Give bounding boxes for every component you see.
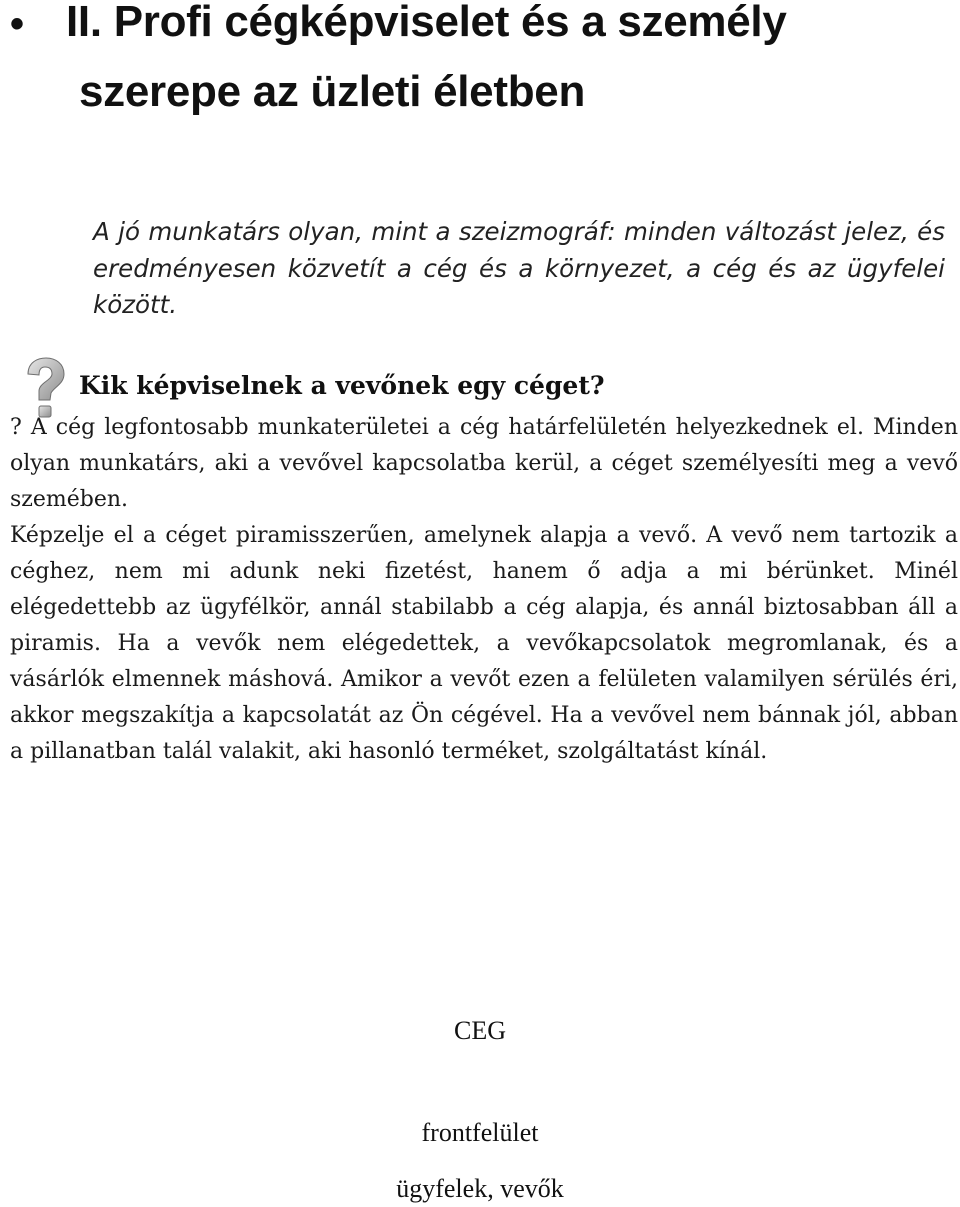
heading-bullet: • [10, 2, 24, 46]
pyramid-top-label: CEG [454, 1016, 506, 1045]
pyramid-middle-label: frontfelület [421, 1118, 539, 1147]
question-subheading: Kik képviselnek a vevőnek egy céget? [79, 371, 605, 400]
heading-line-1: II. Profi cégképviselet és a személy [66, 0, 787, 46]
paragraph-1-lead: ? [10, 415, 22, 440]
intro-quote: A jó munkatárs olyan, mint a szeizmográf: minden változást jelez, és eredményesen közvetít a cég és a környezet, a cég és az ügyfelei között. [93, 217, 945, 319]
paragraph-1 [10, 410, 958, 518]
heading-line-2: szerepe az üzleti életben [79, 67, 586, 116]
body-text [10, 410, 958, 770]
paragraph-1-text: A cég legfontosabb munkaterületei a cég határfelületén helyezkednek el. Minden olyan munkatárs, aki a vevővel kapcsolatba kerül, a céget személyesíti meg a vevő szemében. [10, 415, 958, 512]
paragraph-2: Képzelje el a céget piramisszerűen, amelynek alapja a vevő. A vevő nem tartozik a céghez, nem mi adunk neki fizetést, hanem ő adja a mi bérünket. Minél elégedettebb az ügyfélkör, annál stabilabb a cég alapja, és annál biztosabban áll a piramis. Ha a vevők nem elégedettek, a vevőkapcsolatok megromlanak, és a vásárlók elmennek máshová. Amikor a vevőt ezen a felületen valamilyen sérülés éri, akkor megszakítja a kapcsolatát az Ön cégével. Ha a vevővel nem bánnak jól, abban a pillanatban talál valakit, aki hasonló terméket, szolgáltatást kínál. [10, 523, 958, 764]
pyramid-bottom-label: ügyfelek, vevők [396, 1174, 564, 1203]
